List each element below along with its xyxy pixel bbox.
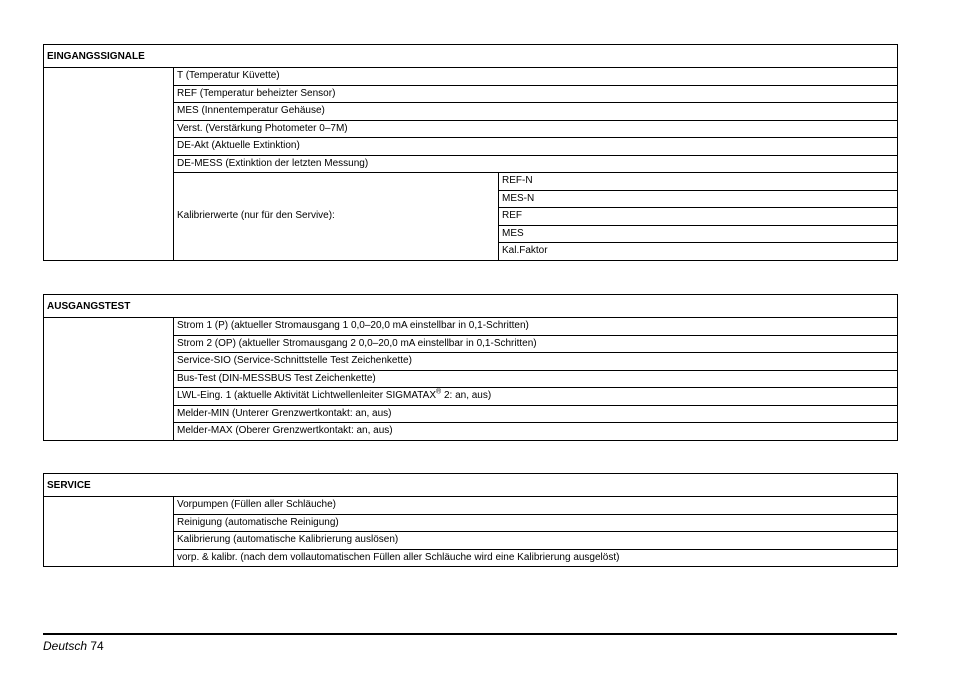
empty-left-cell [44,318,174,441]
kalibrier-value: REF-N [499,173,898,191]
table-header-row [44,45,898,68]
table-cell: T (Temperatur Küvette) [174,68,898,86]
table-cell: Strom 1 (P) (aktueller Stromausgang 1 0,0–20,0 mA einstellbar in 0,1-Schritten) [174,318,898,336]
kalibrier-value: REF [499,208,898,226]
table-cell: Vorpumpen (Füllen aller Schläuche) [174,497,898,515]
footer-rule [43,633,897,635]
section-header: EINGANGSSIGNALE [44,45,898,68]
table-row [44,68,898,86]
section-header: SERVICE [44,474,898,497]
table-cell: vorp. & kalibr. (nach dem vollautomatischen Füllen aller Schläuche wird eine Kalibrierung ausgelöst) [174,549,898,567]
table-cell-lwl [174,388,898,406]
table-cell: Melder-MAX (Oberer Grenzwertkontakt: an, aus) [174,423,898,441]
kalibrier-label: Kalibrierwerte (nur für den Servive): [174,173,499,261]
table-cell: DE-MESS (Extinktion der letzten Messung) [174,155,898,173]
table-header-row [44,295,898,318]
table-row [44,497,898,515]
lwl-prefix: LWL-Eing. 1 (aktuelle Aktivität Lichtwellenleiter SIGMATAX [177,390,436,402]
table-row [44,318,898,336]
table-cell: Strom 2 (OP) (aktueller Stromausgang 2 0,0–20,0 mA einstellbar in 0,1-Schritten) [174,335,898,353]
table-cell: Kalibrierung (automatische Kalibrierung auslösen) [174,532,898,550]
table-cell: Verst. (Verstärkung Photometer 0–7M) [174,120,898,138]
table-cell: Bus-Test (DIN-MESSBUS Test Zeichenkette) [174,370,898,388]
kalibrier-value: MES-N [499,190,898,208]
kalibrier-value: Kal.Faktor [499,243,898,261]
table-cell: MES (Innentemperatur Gehäuse) [174,103,898,121]
table-cell: Reinigung (automatische Reinigung) [174,514,898,532]
service-table [43,473,898,567]
table-cell: REF (Temperatur beheizter Sensor) [174,85,898,103]
ausgangstest-table [43,294,898,441]
page-footer [43,639,104,653]
page-number: 74 [90,639,104,653]
empty-left-cell [44,68,174,261]
table-cell: Melder-MIN (Unterer Grenzwertkontakt: an, aus) [174,405,898,423]
lwl-suffix: 2: an, aus) [441,390,492,402]
table-cell: DE-Akt (Aktuelle Extinktion) [174,138,898,156]
kalibrier-value: MES [499,225,898,243]
footer-language: Deutsch [43,639,88,653]
table-header-row [44,474,898,497]
registered-mark: ® [436,388,442,396]
section-header: AUSGANGSTEST [44,295,898,318]
table-cell: Service-SIO (Service-Schnittstelle Test Zeichenkette) [174,353,898,371]
empty-left-cell [44,497,174,567]
eingangssignale-table [43,44,898,261]
